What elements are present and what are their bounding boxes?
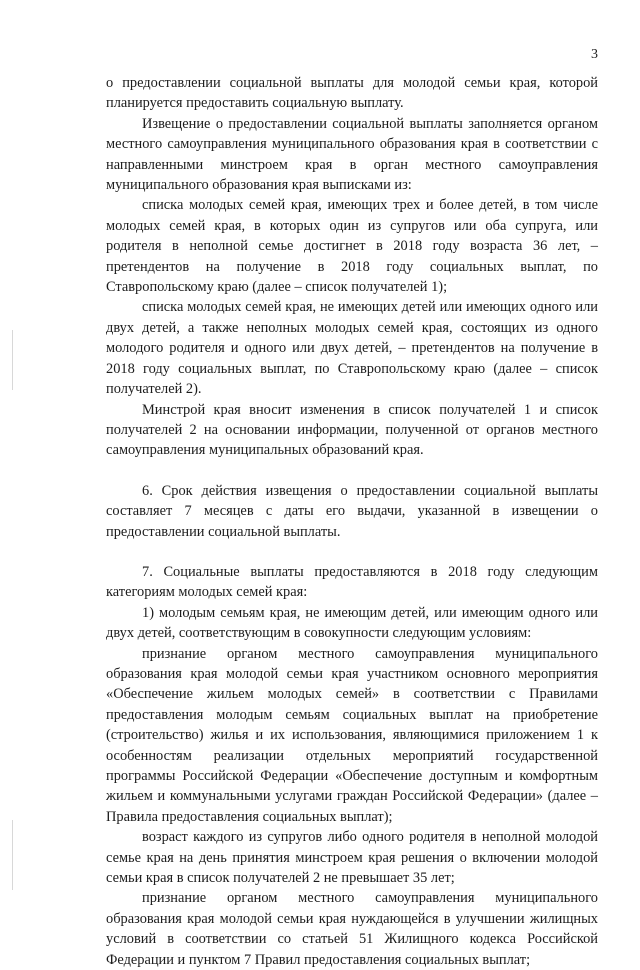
- page-number: 3: [591, 47, 598, 62]
- paragraph-clause-6: 6. Срок действия извещения о предоставлении социальной выплаты составляет 7 месяцев с даты его выдачи, указанной в извещении о предоставлении социальной выплаты.: [106, 482, 598, 540]
- paragraph-list-recipients-2: списка молодых семей края, не имеющих детей или имеющих одного или двух детей, а также неполных молодых семей края, состоящих из одного молодого родителя и одного или двух детей, – претендентов на получение в 2018 году социальных выплат, по Ставропольскому краю (далее – список получателей 2).: [106, 299, 598, 398]
- paragraph-clause-7-item-1: 1) молодым семьям края, не имеющим детей, или имеющим одного или двух детей, соответствующим в совокупности следующим условиям:: [106, 604, 598, 642]
- paragraph-list-changes: Минстрой края вносит изменения в список получателей 1 и список получателей 2 на основании информации, полученной от органов местного самоуправления муниципальных образований края.: [106, 401, 598, 459]
- document-body: [106, 73, 598, 970]
- paragraph-condition-age: возраст каждого из супругов либо одного родителя в неполной молодой семье края на день принятия минстроем края решения о включении молодой семьи края в список получателей 2 не превышает 35 лет;: [106, 829, 598, 887]
- paragraph-condition-participant: признание органом местного самоуправления муниципального образования края молодой семьи края участником основного мероприятия «Обеспечение жильем молодых семей» в соответствии с Правилами предоставления молодым семьям социальных выплат на приобретение (строительство) жилья и их использования, являющимися приложением 1 к особенностям реализации отдельных мероприятий государственной программы Российской Федерации «Обеспечение доступным и комфортным жильем и коммунальными услугами граждан Российской Федерации» (далее – Правила предоставления социальных выплат);: [106, 645, 598, 825]
- paragraph-notice-filling: Извещение о предоставлении социальной выплаты заполняется органом местного самоуправления муниципального образования края в соответствии с направленными минстроем края в орган местного самоуправления муниципального образования края выписками из:: [106, 115, 598, 194]
- scan-edge-mark: [12, 330, 13, 390]
- paragraph-continuation: о предоставлении социальной выплаты для молодой семьи края, которой планируется предоставить социальную выплату.: [106, 75, 598, 112]
- paragraph-condition-housing: признание органом местного самоуправления муниципального образования края молодой семьи края нуждающейся в улучшении жилищных условий в соответствии со статьей 51 Жилищного кодекса Российской Федерации и пунктом 7 Правил предоставления социальных выплат;: [106, 890, 598, 968]
- paragraph-list-recipients-1: списка молодых семей края, имеющих трех и более детей, в том числе молодых семей края, в которых один из супругов или оба супруга, или родителя в неполной семье достигнет в 2018 году возраста 36 лет, – претендентов на получение в 2018 году социальных выплат, по Ставропольскому краю (далее – список получателей 1);: [106, 197, 598, 296]
- paragraph-clause-7: 7. Социальные выплаты предоставляются в 2018 году следующим категориям молодых семей края:: [106, 563, 598, 601]
- scan-edge-mark: [12, 820, 13, 890]
